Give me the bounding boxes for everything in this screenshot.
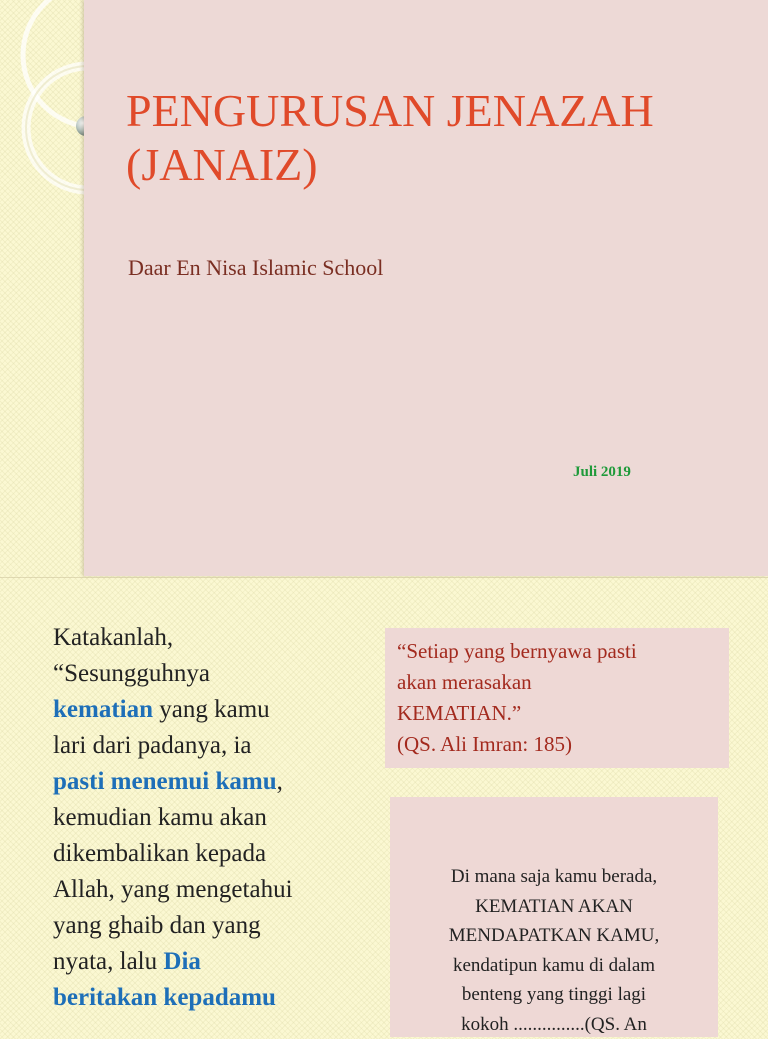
quote-line: akan merasakan — [397, 667, 717, 698]
verse-text-segment: “Sesungguhnya — [53, 660, 210, 687]
verse-box-line: kendatipun kamu di dalam — [398, 951, 710, 981]
verse-highlight-kematian: kematian — [53, 696, 153, 723]
verse-text-segment: nyata, lalu — [53, 948, 157, 975]
verse-highlight-pasti-menemui: pasti menemui kamu — [53, 768, 277, 795]
verse-text-segment: lari dari padanya, ia — [53, 732, 252, 759]
main-verse-text — [53, 620, 353, 1016]
quote-line: KEMATIAN.” — [397, 698, 717, 729]
subtitle: Daar En Nisa Islamic School — [128, 254, 383, 282]
verse-box-line: Di mana saja kamu berada, — [398, 862, 710, 892]
verse-highlight-dia: Dia — [163, 948, 201, 975]
page-title — [126, 84, 756, 192]
verse-box-line: benteng yang tinggi lagi — [398, 980, 710, 1010]
verse-text-segment: yang kamu — [159, 696, 269, 723]
verse-box — [390, 797, 718, 1037]
quote-citation: (QS. Ali Imran: 185) — [397, 729, 717, 760]
verse-box-line: kokoh ...............(QS. An — [398, 1010, 710, 1039]
verse-highlight-beritakan: beritakan kepadamu — [53, 984, 276, 1011]
title-line-1: PENGURUSAN JENAZAH — [126, 84, 756, 138]
verse-text-segment: , — [277, 768, 283, 795]
verse-text-segment: kemudian kamu akan — [53, 804, 267, 831]
title-line-2: (JANAIZ) — [126, 138, 756, 192]
quote-line: “Setiap yang bernyawa pasti — [397, 636, 717, 667]
verse-text-segment: Allah, yang mengetahui — [53, 876, 293, 903]
slide-divider — [0, 577, 768, 578]
verse-box-line: MENDAPATKAN KAMU, — [398, 921, 710, 951]
verse-box-line: KEMATIAN AKAN — [398, 892, 710, 922]
verse-text-segment: yang ghaib dan yang — [53, 912, 261, 939]
verse-text-segment: Katakanlah, — [53, 624, 173, 651]
verse-text-segment: dikembalikan kepada — [53, 840, 266, 867]
quote-box — [385, 628, 729, 768]
date-label: Juli 2019 — [573, 464, 631, 481]
